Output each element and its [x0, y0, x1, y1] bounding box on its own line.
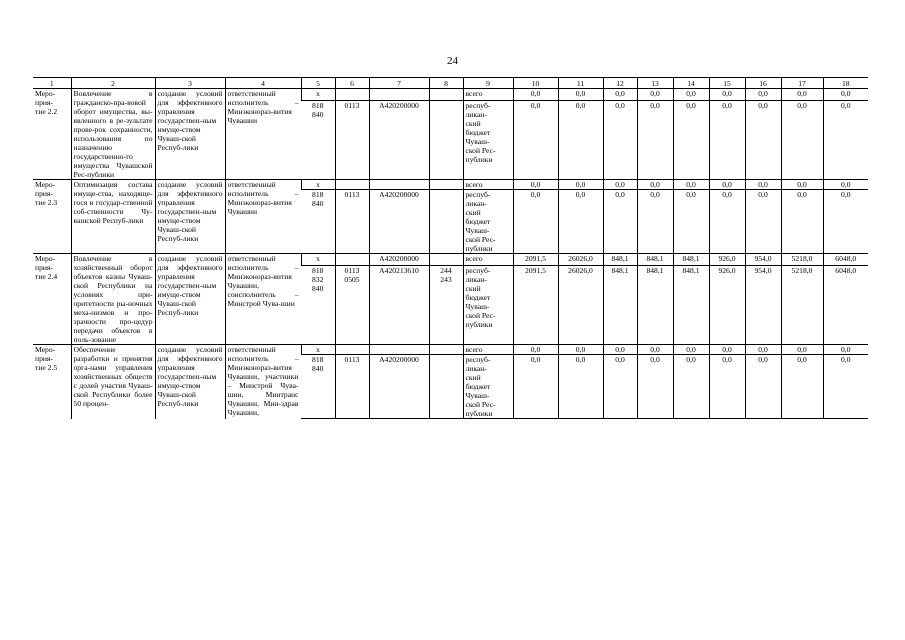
- year-value: 0,0: [558, 89, 603, 101]
- year-value: 2091,5: [513, 266, 558, 345]
- year-value: 0,0: [513, 355, 558, 419]
- csr-code: А420200000: [369, 355, 429, 419]
- grbs-code: 818 832 840: [301, 266, 335, 345]
- vr-code: [429, 180, 463, 190]
- rzpr-code: 0113 0505: [335, 266, 369, 345]
- col-header: 12: [603, 78, 637, 89]
- year-value: 954,0: [745, 254, 781, 266]
- year-value: 6048,0: [823, 254, 868, 266]
- year-value: 0,0: [781, 345, 823, 355]
- rzpr-code: 0113: [335, 355, 369, 419]
- year-value: 5218,0: [781, 266, 823, 345]
- csr-code: [369, 180, 429, 190]
- year-value: 0,0: [673, 89, 709, 101]
- year-value: 0,0: [823, 345, 868, 355]
- page-number: 24: [447, 55, 458, 67]
- col-header: 13: [637, 78, 673, 89]
- rzpr-code: 0113: [335, 190, 369, 254]
- csr-code: [369, 89, 429, 101]
- measure-number: Меро- прия- тие 2.5: [33, 345, 71, 419]
- year-value: 0,0: [745, 190, 781, 254]
- measure-description: Обеспечение разработки и принятия орга-нами управления хозяйственных обществ с долей участия Чуваш-ской Республики более 50 процен-: [71, 345, 155, 419]
- year-value: 0,0: [603, 101, 637, 180]
- measure-row-total: [33, 180, 868, 190]
- csr-code: [369, 345, 429, 355]
- year-value: 0,0: [745, 345, 781, 355]
- year-value: 0,0: [709, 89, 745, 101]
- col-header: 14: [673, 78, 709, 89]
- year-value: 0,0: [745, 101, 781, 180]
- year-value: 954,0: [745, 266, 781, 345]
- grbs-code: x: [301, 180, 335, 190]
- measure-result: создание условий для эффективного управления государствен-ным имуще-ством Чуваш-ской Респуб-лики: [155, 180, 225, 254]
- year-value: 0,0: [781, 190, 823, 254]
- year-value: 0,0: [745, 355, 781, 419]
- year-value: 0,0: [781, 180, 823, 190]
- year-value: 0,0: [673, 101, 709, 180]
- year-value: 0,0: [513, 345, 558, 355]
- grbs-code: x: [301, 254, 335, 266]
- vr-code: [429, 355, 463, 419]
- measure-row-total: [33, 89, 868, 101]
- year-value: 848,1: [673, 266, 709, 345]
- vr-code: [429, 190, 463, 254]
- funding-source: респуб- ликан- ский бюджет Чуваш- ской Рес- публики: [463, 355, 513, 419]
- measure-row-total: [33, 345, 868, 355]
- col-header: 7: [369, 78, 429, 89]
- responsible-executor: ответственный исполнитель – Минэконораз-вития Чувашии: [225, 180, 301, 254]
- measure-number: Меро- прия- тие 2.2: [33, 89, 71, 180]
- year-value: 0,0: [709, 355, 745, 419]
- column-numbers-row: [33, 78, 868, 89]
- rzpr-code: [335, 254, 369, 266]
- funding-source: респуб- ликан- ский бюджет Чуваш- ской Рес- публики: [463, 101, 513, 180]
- year-value: 0,0: [637, 101, 673, 180]
- year-value: 0,0: [709, 345, 745, 355]
- vr-code: 244 243: [429, 266, 463, 345]
- year-value: 926,0: [709, 254, 745, 266]
- grbs-code: 818 840: [301, 355, 335, 419]
- year-value: 848,1: [637, 266, 673, 345]
- funding-source: респуб- ликан- ский бюджет Чуваш- ской Рес- публики: [463, 266, 513, 345]
- rzpr-code: 0113: [335, 101, 369, 180]
- year-value: 26026,0: [558, 254, 603, 266]
- year-value: 0,0: [823, 190, 868, 254]
- csr-code: А420200000: [369, 101, 429, 180]
- year-value: 0,0: [603, 355, 637, 419]
- col-header: 10: [513, 78, 558, 89]
- year-value: 0,0: [673, 345, 709, 355]
- year-value: 0,0: [603, 89, 637, 101]
- rzpr-code: [335, 89, 369, 101]
- year-value: 0,0: [823, 355, 868, 419]
- measure-description: Вовлечение в хозяйственный оборот объектов казны Чуваш-ской Республики на условиях при-оритетности ры-ночных меха-низмов и про-зрачности про-цедур передачи объектов в поль-зование: [71, 254, 155, 345]
- year-value: 0,0: [781, 89, 823, 101]
- col-header: 1: [33, 78, 71, 89]
- col-header: 6: [335, 78, 369, 89]
- year-value: 0,0: [637, 89, 673, 101]
- year-value: 0,0: [709, 180, 745, 190]
- year-value: 848,1: [673, 254, 709, 266]
- year-value: 0,0: [603, 345, 637, 355]
- year-value: 0,0: [745, 180, 781, 190]
- vr-code: [429, 345, 463, 355]
- col-header: 3: [155, 78, 225, 89]
- year-value: 0,0: [781, 355, 823, 419]
- col-header: 15: [709, 78, 745, 89]
- col-header: 8: [429, 78, 463, 89]
- year-value: 0,0: [823, 180, 868, 190]
- year-value: 0,0: [637, 190, 673, 254]
- measure-result: создание условий для эффективного управления государствен-ным имуще-ством Чуваш-ской Респуб-лики: [155, 345, 225, 419]
- vr-code: [429, 254, 463, 266]
- year-value: 0,0: [603, 180, 637, 190]
- year-value: 0,0: [637, 345, 673, 355]
- year-value: 26026,0: [558, 266, 603, 345]
- year-value: 0,0: [558, 190, 603, 254]
- csr-code: А420200000: [369, 254, 429, 266]
- col-header: 5: [301, 78, 335, 89]
- year-value: 2091,5: [513, 254, 558, 266]
- col-header: 9: [463, 78, 513, 89]
- year-value: 0,0: [781, 101, 823, 180]
- year-value: 0,0: [558, 101, 603, 180]
- measure-number: Меро- прия- тие 2.4: [33, 254, 71, 345]
- year-value: 0,0: [513, 89, 558, 101]
- measure-result: создание условий для эффективного управления государствен-ным имуще-ством Чуваш-ской Респуб-лики: [155, 89, 225, 180]
- col-header: 4: [225, 78, 301, 89]
- year-value: 0,0: [709, 101, 745, 180]
- year-value: 0,0: [637, 355, 673, 419]
- year-value: 0,0: [513, 101, 558, 180]
- grbs-code: x: [301, 89, 335, 101]
- col-header: 17: [781, 78, 823, 89]
- year-value: 0,0: [558, 345, 603, 355]
- responsible-executor: ответственный исполнитель – Минэконораз-вития Чувашии: [225, 89, 301, 180]
- col-header: 2: [71, 78, 155, 89]
- rzpr-code: [335, 345, 369, 355]
- csr-code: А420200000: [369, 190, 429, 254]
- funding-source: респуб- ликан- ский бюджет Чуваш- ской Рес- публики: [463, 190, 513, 254]
- year-value: 0,0: [709, 190, 745, 254]
- responsible-executor: ответственный исполнитель – Минэконораз-вития Чувашии, соисполнитель – Минстрой Чува-шии: [225, 254, 301, 345]
- year-value: 0,0: [603, 190, 637, 254]
- responsible-executor: ответственный исполнитель – Минэконораз-вития Чувашии, участники – Минстрой Чува-шии, Минтранс Чувашии, Мин-здрав Чувашии,: [225, 345, 301, 419]
- measure-description: Оптимизация состава имуще-ства, находяще-гося в государ-ственной соб-ственности Чу-вашской Респуб-лики: [71, 180, 155, 254]
- year-value: 0,0: [637, 180, 673, 190]
- year-value: 0,0: [673, 180, 709, 190]
- funding-source: всего: [463, 345, 513, 355]
- year-value: 6048,0: [823, 266, 868, 345]
- funding-source: всего: [463, 89, 513, 101]
- program-table: [33, 77, 868, 419]
- funding-source: всего: [463, 254, 513, 266]
- grbs-code: 818 840: [301, 190, 335, 254]
- vr-code: [429, 89, 463, 101]
- rzpr-code: [335, 180, 369, 190]
- year-value: 926,0: [709, 266, 745, 345]
- measure-row-total: [33, 254, 868, 266]
- measure-number: Меро- прия- тие 2.3: [33, 180, 71, 254]
- year-value: 848,1: [637, 254, 673, 266]
- csr-code: А420213610: [369, 266, 429, 345]
- year-value: 5218,0: [781, 254, 823, 266]
- year-value: 0,0: [823, 89, 868, 101]
- year-value: 0,0: [823, 101, 868, 180]
- col-header: 18: [823, 78, 868, 89]
- grbs-code: x: [301, 345, 335, 355]
- year-value: 848,1: [603, 266, 637, 345]
- year-value: 0,0: [673, 355, 709, 419]
- year-value: 0,0: [745, 89, 781, 101]
- grbs-code: 818 840: [301, 101, 335, 180]
- measure-result: создание условий для эффективного управления государствен-ным имуще-ством Чуваш-ской Респуб-лики: [155, 254, 225, 345]
- year-value: 0,0: [558, 180, 603, 190]
- year-value: 0,0: [513, 180, 558, 190]
- year-value: 0,0: [558, 355, 603, 419]
- measure-description: Вовлечение в гражданско-пра-вовой оборот имущества, вы-явленного в ре-зультате прове-рок сохранности, использования по назначению государственно-го имущества Чувашской Рес-публики: [71, 89, 155, 180]
- year-value: 0,0: [673, 190, 709, 254]
- col-header: 11: [558, 78, 603, 89]
- year-value: 848,1: [603, 254, 637, 266]
- year-value: 0,0: [513, 190, 558, 254]
- funding-source: всего: [463, 180, 513, 190]
- vr-code: [429, 101, 463, 180]
- col-header: 16: [745, 78, 781, 89]
